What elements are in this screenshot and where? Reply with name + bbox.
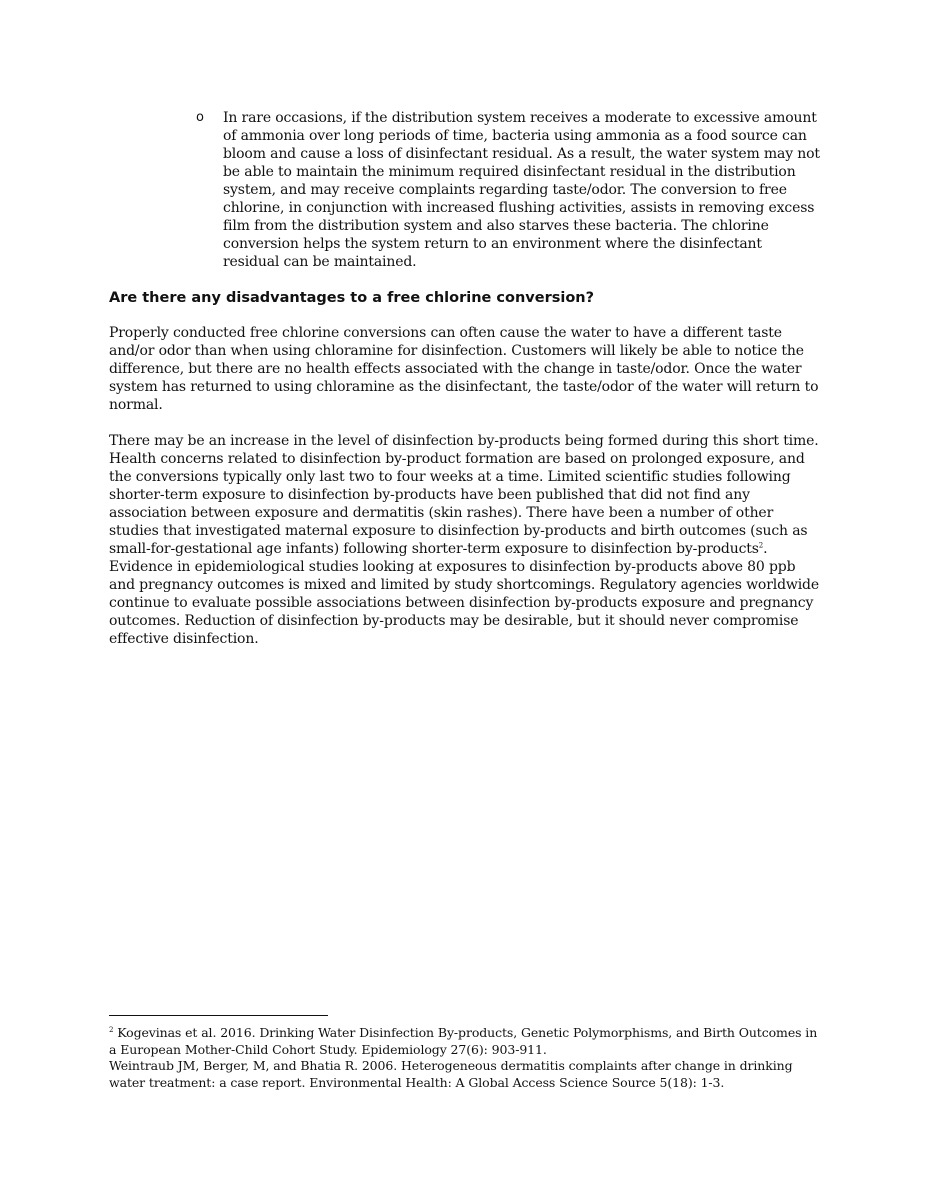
bullet-text: In rare occasions, if the distribution system receives a moderate to excessive amount of ammonia over long periods of time, bacteria using ammonia as a food source can bloom and cause a loss of disinfectant residual. As a result, the water system may not be able to maintain the minimum required disinfectant residual in the distribution system, and may receive complaints regarding taste/odor. The conversion to free chlorine, in conjunction with increased flushing activities, assists in removing excess film from the distribution system and also starves these bacteria. The chlorine conversion helps the system return to an environment where the disinfectant residual can be maintained. [223, 110, 820, 270]
paragraph-text-before-ref: There may be an increase in the level of disinfection by-products being formed during this short time. Health concerns related to disinfection by-product formation are based on prolonged exposure, and the conversions typically only last two to four weeks at a time. Limited scientific studies following shorter-term exposure to disinfection by-products have been published that did not find any association between exposure and dermatitis (skin rashes). There have been a number of other studies that investigated maternal exposure to disinfection by-products and birth outcomes (such as small-for-gestational age infants) following shorter-term exposure to disinfection by-products [109, 433, 819, 557]
footnote-entry-weintraub: Weintraub JM, Berger, M, and Bhatia R. 2006. Heterogeneous dermatitis complaints after change in drinking water treatment: a case report. Environmental Health: A Global Access Science Source 5(18): 1-3. [109, 1058, 793, 1090]
paragraph-taste-odor: Properly conducted free chlorine conversions can often cause the water to have a different taste and/or odor than when using chloramine for disinfection. Customers will likely be able to notice the difference, but there are no health effects associated with the change in taste/odor. Once the water system has returned to using chloramine as the disinfectant, the taste/odor of the water will return to normal. [109, 325, 819, 413]
footnote-text: Kogevinas et al. 2016. Drinking Water Disinfection By-products, Genetic Polymorphisms, and Birth Outcomes in a European Mother-Child Cohort Study. Epidemiology 27(6): 903-911. [109, 1025, 818, 1057]
paragraph-text-after-ref: . Evidence in epidemiological studies looking at exposures to disinfection by-products above 80 ppb and pregnancy outcomes is mixed and limited by study shortcomings. Regulatory agencies worldwide continue to evaluate possible associations between disinfection by-products exposure and pregnancy outcomes. Reduction of disinfection by-products may be desirable, but it should never compromise effective disinfection. [109, 541, 819, 647]
footnote-reference[interactable]: 2 [758, 541, 764, 550]
bullet-marker: o [196, 110, 204, 125]
footnote-number: 2 [109, 1025, 114, 1034]
footnote-entry-kogevinas [109, 1025, 825, 1058]
paragraph-disinfection-byproducts [109, 432, 825, 648]
section-heading: Are there any disadvantages to a free chlorine conversion? [109, 290, 595, 306]
footnote-separator [109, 1015, 328, 1016]
footnotes [109, 1025, 825, 1091]
